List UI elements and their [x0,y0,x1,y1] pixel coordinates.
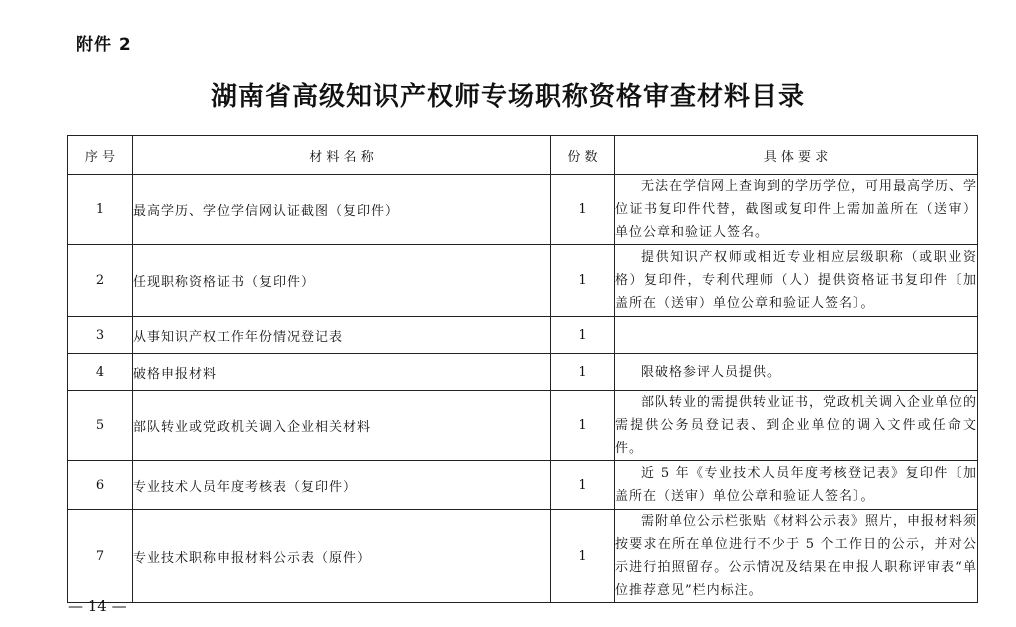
row-requirements: 提供知识产权师或相近专业相应层级职称（或职业资格）复印件，专利代理师（人）提供资格证书复印件〔加盖所在（送审）单位公章和验证人签名〕。 [615,245,978,317]
row-copies: 1 [551,245,615,317]
row-no: 1 [68,175,133,245]
row-no: 7 [68,510,133,603]
row-requirements: 限破格参评人员提供。 [615,354,978,391]
row-no: 3 [68,317,133,354]
page-number: — 14 — [68,597,127,615]
row-requirements: 部队转业的需提供转业证书，党政机关调入企业单位的需提供公务员登记表、到企业单位的调入文件或任命文件。 [615,391,978,461]
header-name: 材 料 名 称 [133,136,551,175]
row-name: 从事知识产权工作年份情况登记表 [133,317,551,354]
row-copies: 1 [551,391,615,461]
row-copies: 1 [551,354,615,391]
row-no: 5 [68,391,133,461]
row-requirements: 近 5 年《专业技术人员年度考核登记表》复印件〔加盖所在（送审）单位公章和验证人签名〕。 [615,461,978,510]
row-no: 4 [68,354,133,391]
attachment-label: 附件 2 [76,35,132,55]
row-name: 部队转业或党政机关调入企业相关材料 [133,391,551,461]
row-copies: 1 [551,461,615,510]
table-row [68,175,978,245]
row-copies: 1 [551,175,615,245]
table-row [68,461,978,510]
row-name: 任现职称资格证书（复印件） [133,245,551,317]
table-row [68,317,978,354]
row-requirements: 需附单位公示栏张贴《材料公示表》照片，申报材料须按要求在所在单位进行不少于 5 个工作日的公示，并对公示进行拍照留存。公示情况及结果在申报人职称评审表“单位推荐意见”栏内标注。 [615,510,978,603]
header-no: 序 号 [68,136,133,175]
row-requirements [615,317,978,354]
row-name: 最高学历、学位学信网认证截图（复印件） [133,175,551,245]
table-row [68,245,978,317]
row-name: 破格申报材料 [133,354,551,391]
table-row [68,391,978,461]
row-requirements: 无法在学信网上查询到的学历学位，可用最高学历、学位证书复印件代替，截图或复印件上需加盖所在（送审）单位公章和验证人签名。 [615,175,978,245]
table-row [68,510,978,603]
table-header-row [68,136,978,175]
row-no: 2 [68,245,133,317]
row-copies: 1 [551,317,615,354]
materials-table [67,135,978,603]
page-title: 湖南省高级知识产权师专场职称资格审查材料目录 [210,82,805,112]
row-name: 专业技术人员年度考核表（复印件） [133,461,551,510]
row-name: 专业技术职称申报材料公示表（原件） [133,510,551,603]
row-copies: 1 [551,510,615,603]
header-requirements: 具 体 要 求 [615,136,978,175]
row-no: 6 [68,461,133,510]
table-row [68,354,978,391]
header-copies: 份 数 [551,136,615,175]
